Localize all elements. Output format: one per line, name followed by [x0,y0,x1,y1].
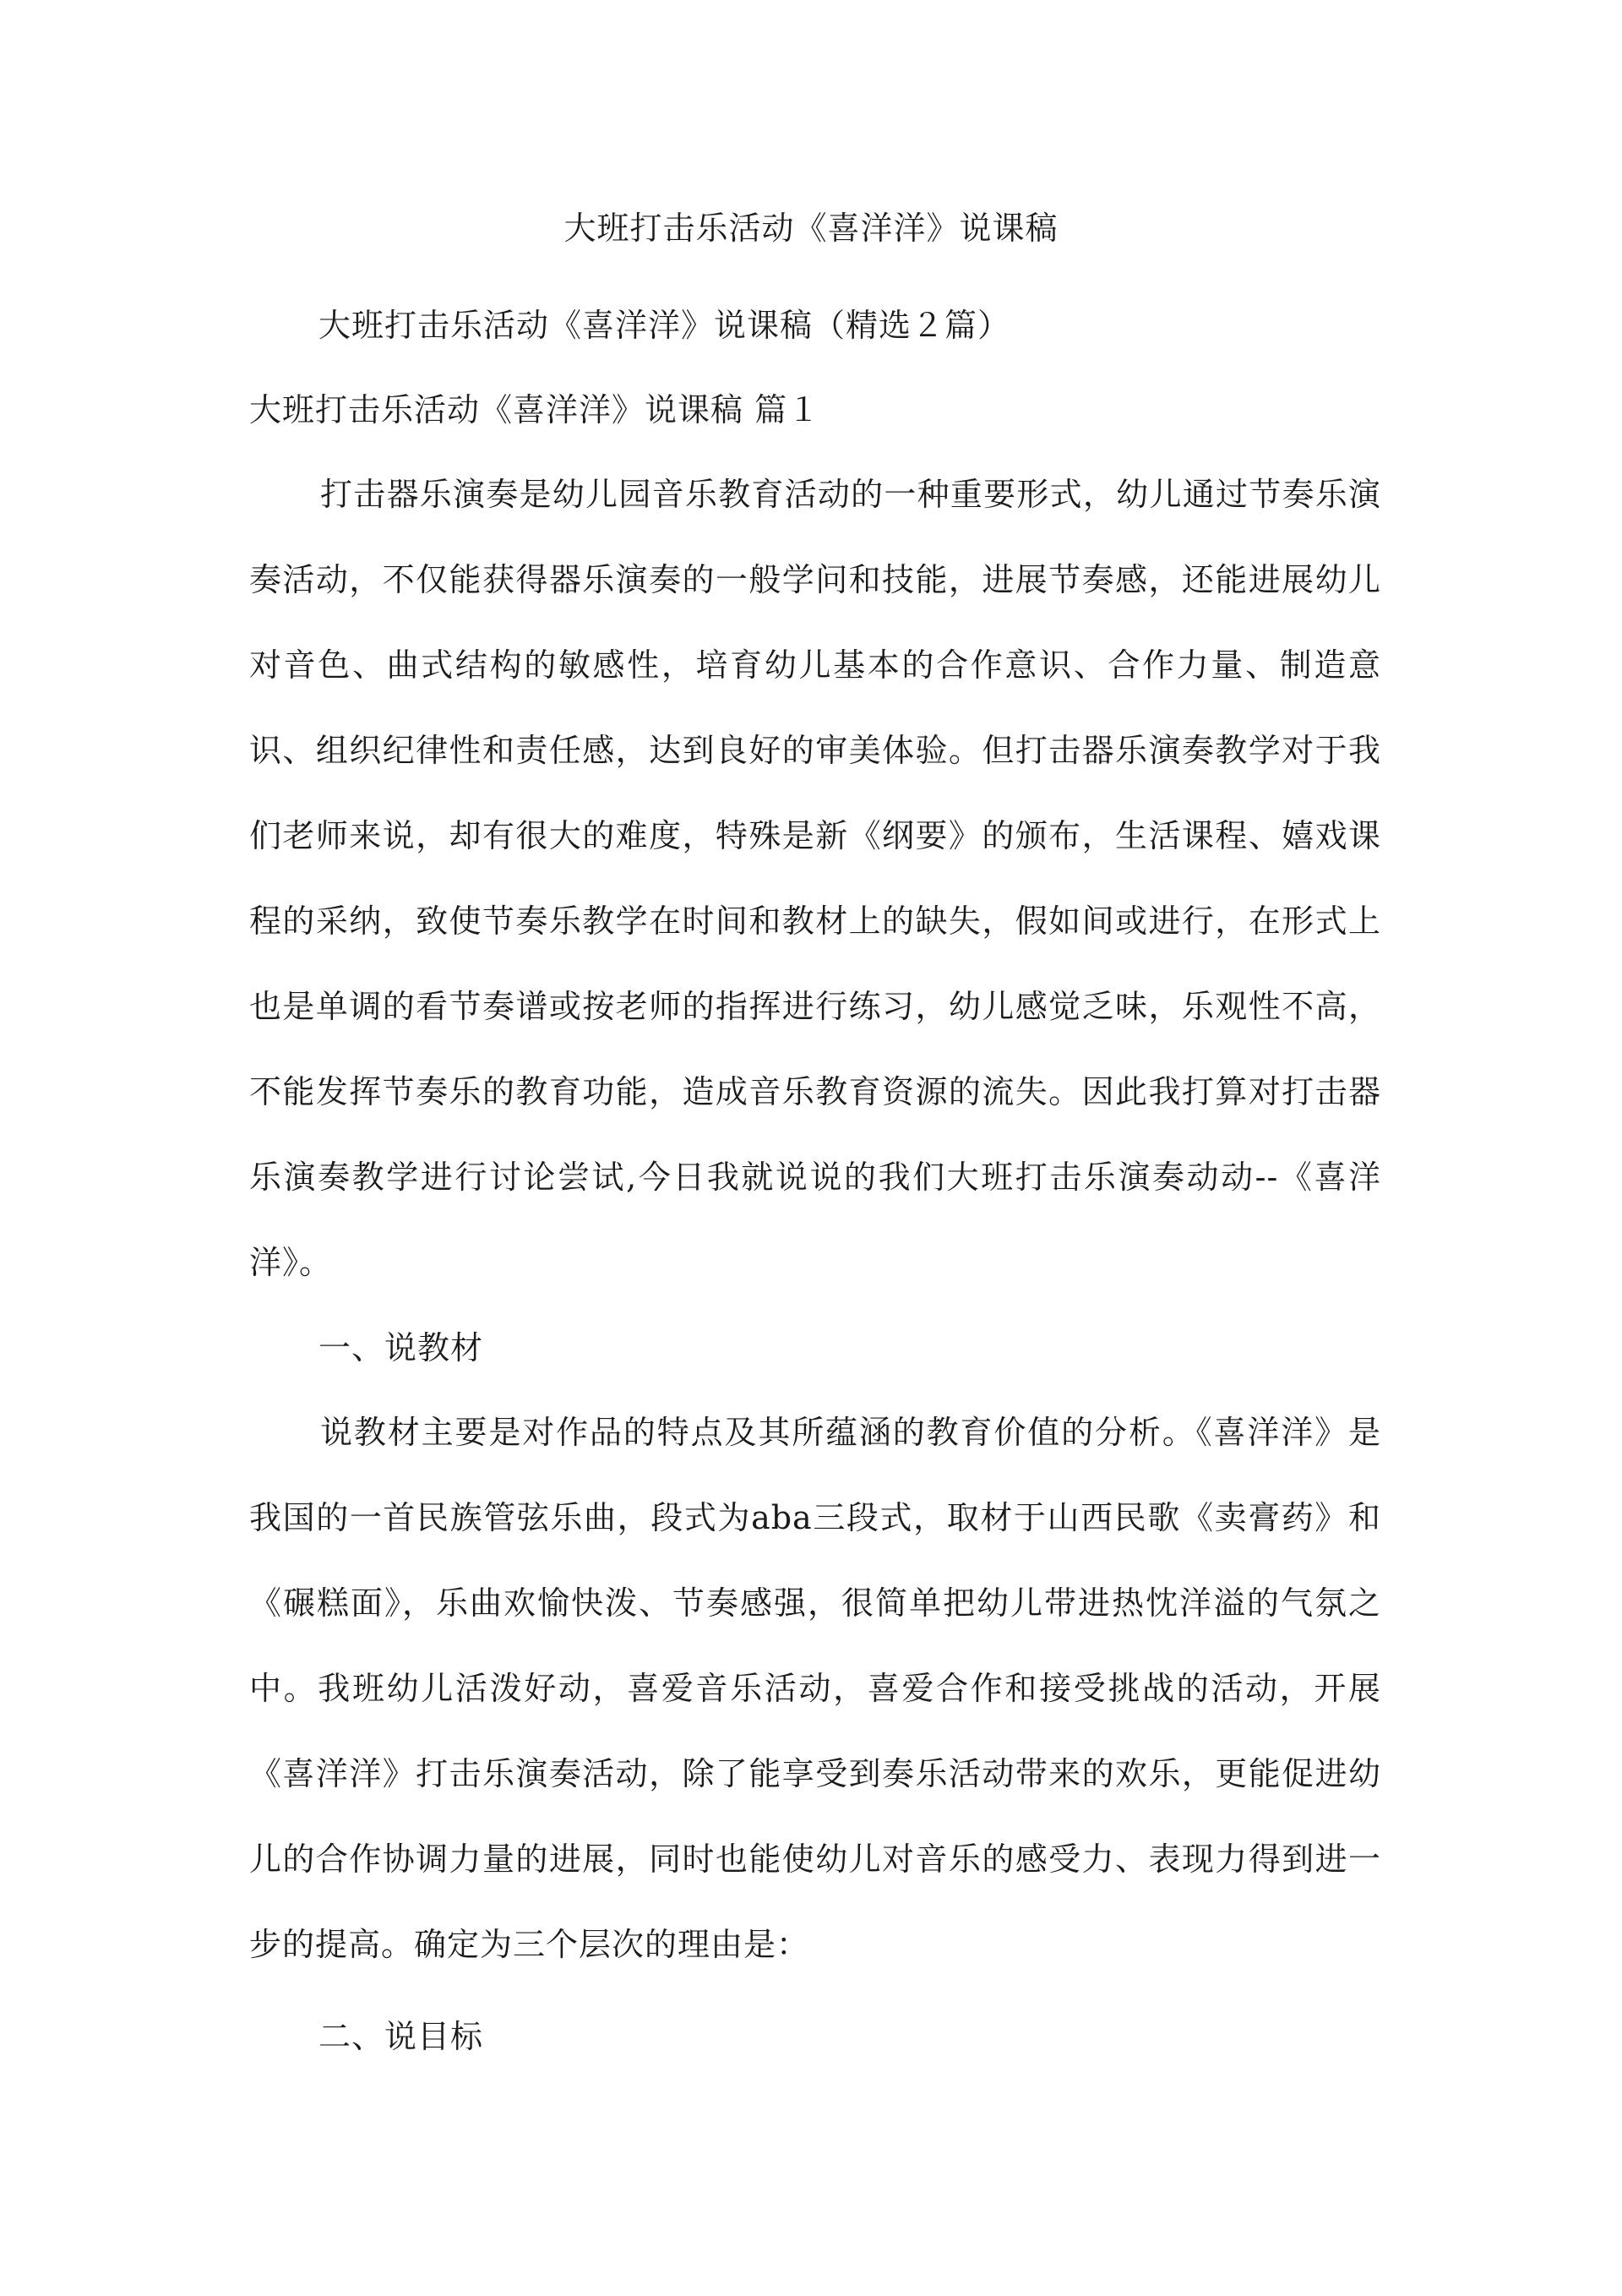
document-title: 大班打击乐活动《喜洋洋》说课稿 [563,210,1059,247]
heading-objectives: 二、说目标 [318,2018,484,2055]
paragraph-teaching-material: 说教材主要是对作品的特点及其所蕴涵的教育价值的分析。《喜洋洋》是我国的一首民族管弦乐曲，段式为aba三段式，取材于山西民歌《卖膏药》和《碾糕面》，乐曲欢愉快泼、节奏感强，很简单把幼儿带进热忱洋溢的气氛之中。我班幼儿活泼好动，喜爱音乐活动，喜爱合作和接受挑战的活动，开展《喜洋洋》打击乐演奏活动，除了能享受到奏乐活动带来的欢乐，更能促进幼儿的合作协调力量的进展，同时也能使幼儿对音乐的感受力、表现力得到进一步的提高。确定为三个层次的理由是： [249,1414,1381,1963]
paragraph-intro: 打击器乐演奏是幼儿园音乐教育活动的一种重要形式，幼儿通过节奏乐演奏活动，不仅能获得器乐演奏的一般学问和技能，进展节奏感，还能进展幼儿对音色、曲式结构的敏感性，培育幼儿基本的合作意识、合作力量、制造意识、组织纪律性和责任感，达到良好的审美体验。但打击器乐演奏教学对于我们老师来说，却有很大的难度，特殊是新《纲要》的颁布，生活课程、嬉戏课程的采纳，致使节奏乐教学在时间和教材上的缺失，假如间或进行，在形式上也是单调的看节奏谱或按老师的指挥进行练习，幼儿感觉乏味，乐观性不高，不能发挥节奏乐的教育功能，造成音乐教育资源的流失。因此我打算对打击器乐演奏教学进行讨论尝试,今日我就说说的我们大班打击乐演奏动动--《喜洋洋》。 [249,476,1381,1281]
heading-teaching-material: 一、说教材 [318,1329,484,1366]
document-subtitle: 大班打击乐活动《喜洋洋》说课稿（精选２篇） [318,307,1011,344]
section-title: 大班打击乐活动《喜洋洋》说课稿 篇１ [249,391,821,428]
